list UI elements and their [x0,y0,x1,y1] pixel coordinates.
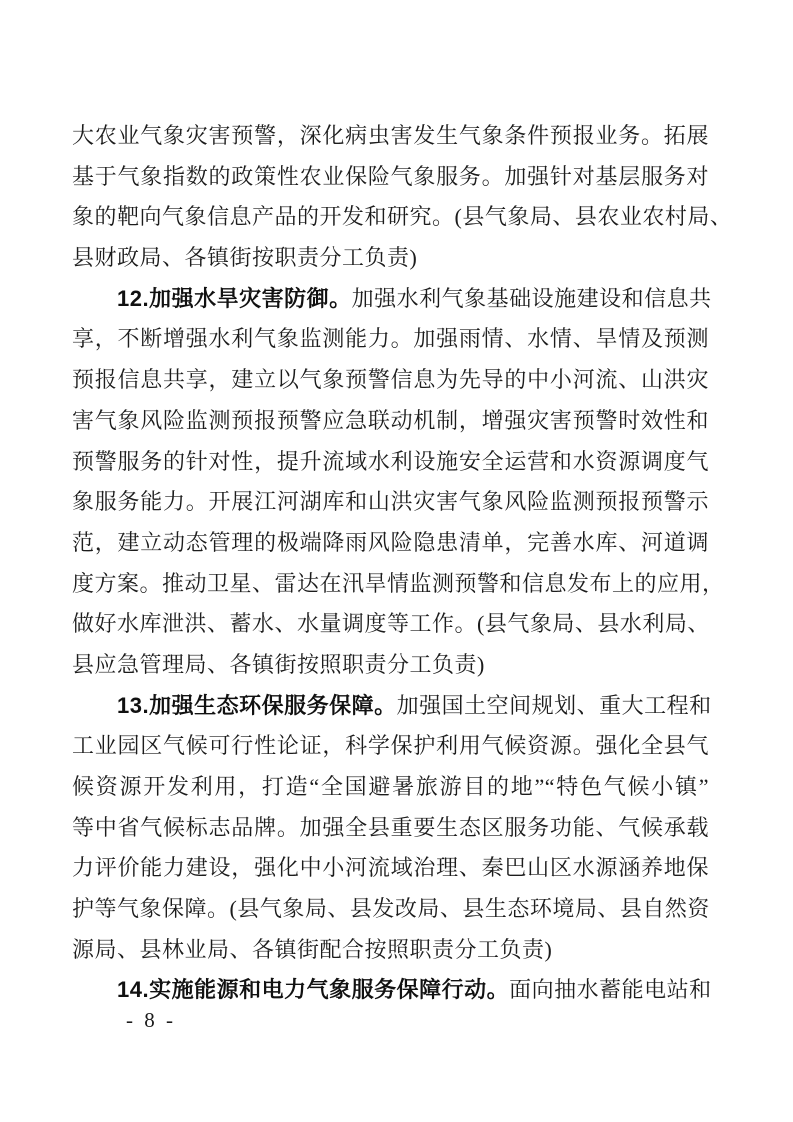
text-line [72,197,733,238]
line-text: 象的靶向气象信息产品的开发和研究。(县气象局、县农业农村局、 [72,204,733,230]
text-line [72,686,712,727]
line-text: 县财政局、各镇街按职责分工负责) [72,245,418,271]
text-line [72,930,709,971]
text-line [72,523,709,564]
text-line [72,604,709,645]
line-heading: 13.加强生态环保服务保障。 [117,692,397,718]
text-line [72,238,709,279]
line-text: 范，建立动态管理的极端降雨风险隐患清单，完善水库、河道调 [72,529,709,555]
text-line [72,401,709,442]
text-line [72,442,709,483]
text-line [72,319,709,360]
text-line [72,726,709,767]
line-text: 预报信息共享，建立以气象预警信息为先导的中小河流、山洪灾 [72,367,709,393]
line-text: 度方案。推动卫星、雷达在汛旱情监测预警和信息发布上的应用， [72,570,725,596]
line-text: 力评价能力建设，强化中小河流域治理、秦巴山区水源涵养地保 [72,855,709,881]
text-line [72,645,709,686]
line-text: 等中省气候标志品牌。加强全县重要生态区服务功能、气候承载 [72,814,709,840]
line-text: 害气象风险监测预报预警应急联动机制，增强灾害预警时效性和 [72,407,709,433]
line-text: 基于气象指数的政策性农业保险气象服务。加强针对基层服务对 [72,163,709,189]
line-text: 源局、县林业局、各镇街配合按照职责分工负责) [72,936,553,962]
line-text: 面向抽水蓄能电站和 [509,977,712,1003]
text-line [72,116,709,157]
line-text: 预警服务的针对性，提升流域水利设施安全运营和水资源调度气 [72,448,709,474]
page-number: - 8 - [126,1008,176,1032]
line-text: 候资源开发利用，打造“全国避暑旅游目的地”“特色气候小镇” [72,774,709,799]
line-text: 护等气象保障。(县气象局、县发改局、县生态环境局、县自然资 [72,896,710,922]
text-line [72,889,709,930]
line-text: 加强国土空间规划、重大工程和 [396,692,712,718]
text-line [72,767,709,808]
line-text: 县应急管理局、各镇街按照职责分工负责) [72,651,485,677]
text-line [72,157,709,198]
text-line [72,279,712,320]
text-line [72,360,709,401]
line-text: 享，不断增强水利气象监测能力。加强雨情、水情、旱情及预测 [72,326,709,352]
line-text: 象服务能力。开展江河湖库和山洪灾害气象风险监测预报预警示 [72,489,709,515]
text-line [72,808,709,849]
line-text: 大农业气象灾害预警，深化病虫害发生气象条件预报业务。拓展 [72,123,709,148]
line-text: 做好水库泄洪、蓄水、水量调度等工作。(县气象局、县水利局、 [72,611,710,637]
text-line [72,564,725,605]
document-body [72,116,733,1011]
line-heading: 14.实施能源和电力气象服务保障行动。 [117,977,510,1003]
line-text: 加强水利气象基础设施建设和信息共 [351,285,712,311]
line-text: 工业园区气候可行性论证，科学保护利用气候资源。强化全县气 [72,733,709,759]
text-line [72,848,709,889]
line-heading: 12.加强水旱灾害防御。 [117,285,352,311]
text-line [72,482,709,523]
